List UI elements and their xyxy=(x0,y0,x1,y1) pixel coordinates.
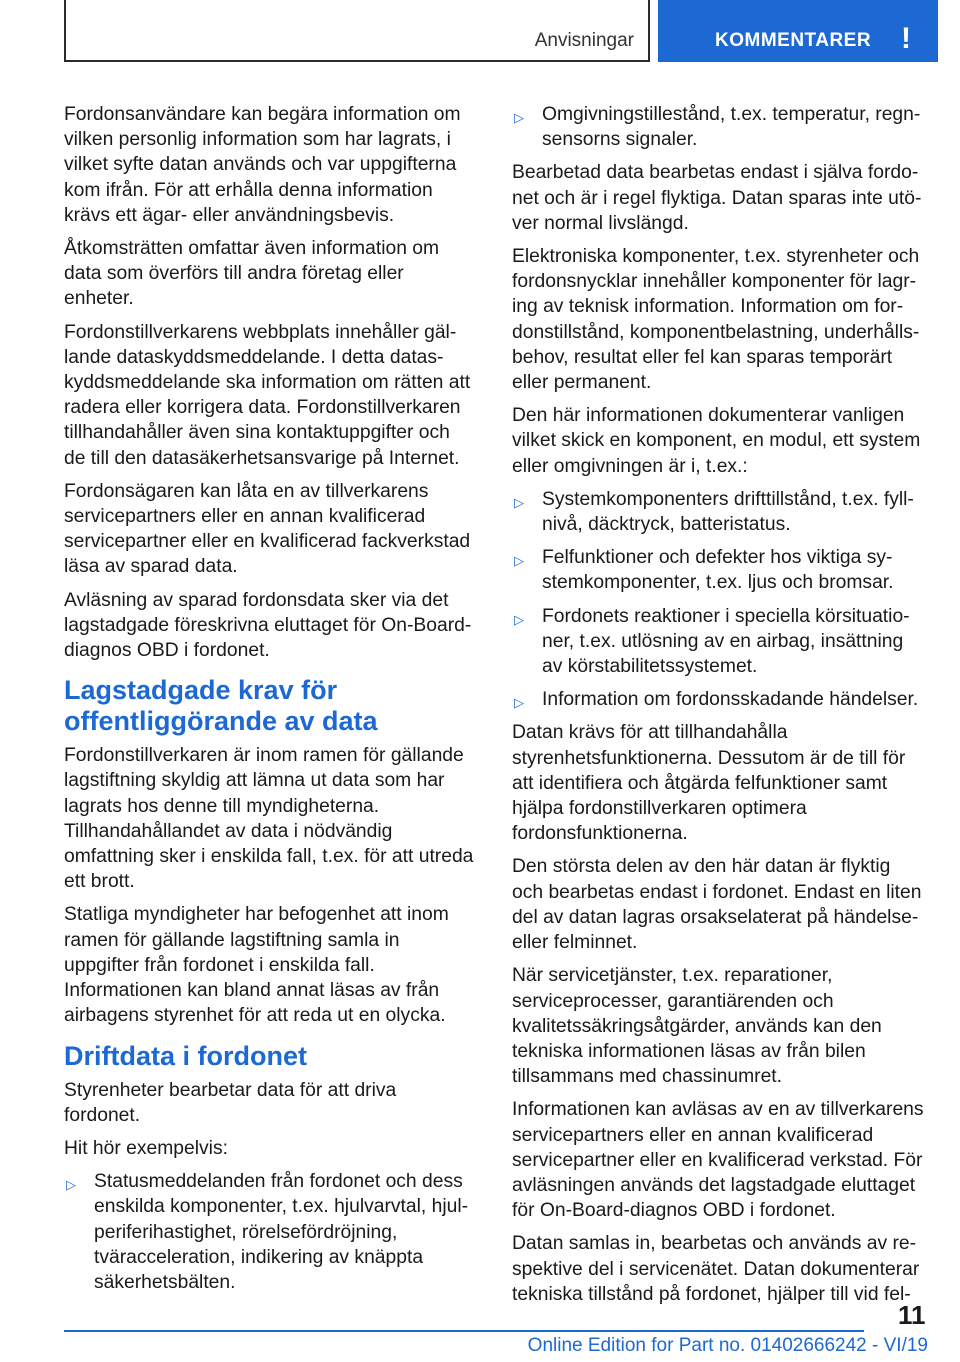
list-item xyxy=(512,687,924,712)
paragraph: Fordonstillverkaren är inom ramen för gällande lagstiftning skyldig att lämna ut data som har lagrats hos denne till myndigheterna. Tillhandahållandet av data i nödvändig omfattning sker i enskilda fall, t.ex. för att utreda ett brott. xyxy=(64,745,474,893)
paragraph: Åtkomsträtten omfattar även information om data som överförs till andra företag eller enheter. xyxy=(64,238,440,310)
paragraph: Fordonsägaren kan låta en av tillverkarens servicepartners eller en annan kvalificerad servicepartner eller en kvalificerad fackverkstad läsa av sparad data. xyxy=(64,480,471,578)
bullet-triangle-icon: ▷ xyxy=(514,553,524,569)
exclamation-icon: ! xyxy=(901,22,911,55)
list-item-text: Fordonets reaktioner i speciella körsituationer, t.ex. utlösning av en airbag, insättning av körstabilitetssystemet. xyxy=(542,605,910,678)
paragraph: Avläsning av sparad fordonsdata sker via det lagstadgade föreskrivna eluttaget för On-Board-diagnos OBD i fordonet. xyxy=(64,589,472,662)
paragraph: Den här informationen dokumenterar vanligen vilket skick en komponent, en modul, ett system eller omgivningen är i, t.ex.: xyxy=(512,405,921,477)
bullet-triangle-icon: ▷ xyxy=(66,1177,76,1193)
section-heading: Lagstadgade krav för offentliggörande av data xyxy=(64,675,378,737)
page-number: 11 xyxy=(898,1300,926,1330)
paragraph: Elektroniska komponenter, t.ex. styrenheter och fordonsnycklar innehåller komponenter för lagring av teknisk information. Information om fordonstillstånd, komponentbelastning, underhållsbehov, resultat eller fel kan sparas temporärt eller permanent. xyxy=(512,246,920,394)
edition-footer[interactable]: Online Edition for Part no. 01402666242 - VI/19 xyxy=(527,1335,928,1356)
section-tab-label: KOMMENTARER xyxy=(715,30,872,51)
paragraph: Bearbetad data bearbetas endast i själva fordonet och är i regel flyktiga. Datan sparas inte utöver normal livslängd. xyxy=(512,162,922,234)
list-item-text: Felfunktioner och defekter hos viktiga systemkomponenter, t.ex. ljus och bromsar. xyxy=(542,547,894,594)
paragraph: Den största delen av den här datan är flyktig och bearbetas endast i fordonet. Endast en liten del av datan lagras orsakselaterat på händelse- eller felminnet. xyxy=(512,856,922,954)
bullet-triangle-icon: ▷ xyxy=(514,110,524,125)
bullet-triangle-icon: ▷ xyxy=(514,494,524,510)
section-tab[interactable] xyxy=(658,0,938,62)
paragraph: Statliga myndigheter har befogenhet att inom ramen för gällande lagstiftning samla in uppgifter från fordonet i enskilda fall. Informationen kan bland annat läsas av från airbagens styrenhet för att reda ut en olycka. xyxy=(64,904,449,1027)
footer-divider xyxy=(64,1330,864,1332)
paragraph: Fordonstillverkarens webbplats innehåller gällande dataskyddsmeddelande. I detta dataskyddsmeddelande ska information om rätten att radera eller korrigera data. Fordonstillverkaren tillhandahåller även sina kontaktuppgifter och de till den datasäkerhetsansvarige på Internet. xyxy=(64,321,471,469)
header-frame xyxy=(64,0,650,62)
section-title: Anvisningar xyxy=(534,30,634,51)
right-column xyxy=(512,102,924,1315)
section-heading: Driftdata i fordonet xyxy=(64,1040,307,1071)
paragraph: Hit hör exempelvis: xyxy=(64,1137,228,1159)
paragraph: Datan krävs för att tillhandahålla styrenhetsfunktionerna. Dessutom är de till för att identifiera och åtgärda felfunktioner samt hjälpa fordonstillverkaren optimera fordonsfunktionerna. xyxy=(512,722,906,845)
paragraph: När servicetjänster, t.ex. reparationer, serviceprocesser, garantiärenden och kvalitetssäkringsåtgärder, används kan den tekniska informationen läsas av från bilen tillsammans med chassinumret. xyxy=(512,965,882,1088)
paragraph: Styrenheter bearbetar data för att driva fordonet. xyxy=(64,1079,397,1126)
list-item-text: Systemkomponenters drifttillstånd, t.ex. fyllnivå, däcktryck, batteristatus. xyxy=(542,488,914,536)
list-item xyxy=(512,102,924,152)
left-column xyxy=(64,102,476,1303)
list-item-text: Statusmeddelanden från fordonet och dess enskilda komponenter, t.ex. hjulvarvtal, hjulperiferihastighet, rörelsefördröjning, tväracceleration, indikering av knäppta säkerhetsbälten. xyxy=(94,1171,469,1293)
paragraph: Fordonsanvändare kan begära information om vilken personlig information som har lagrats, i vilket syfte datan används och var uppgifterna kom ifrån. För att erhålla denna information krävs ett ägar- eller användningsbevis. xyxy=(64,104,461,226)
list-item-text: Omgivningstillestånd, t.ex. temperatur, regnsensorns signaler. xyxy=(542,104,921,151)
bullet-triangle-icon: ▷ xyxy=(514,695,524,711)
list-item xyxy=(512,487,924,537)
list-item-text: Information om fordonsskadande händelser. xyxy=(542,689,919,711)
list-item xyxy=(512,604,924,680)
bullet-triangle-icon: ▷ xyxy=(514,611,524,627)
list-item xyxy=(512,545,924,595)
paragraph: Datan samlas in, bearbetas och används av respektive del i servicenätet. Datan dokumenterar tekniska tillstånd på fordonet, hjälper till vid fel- xyxy=(512,1233,920,1305)
paragraph: Informationen kan avläsas av en av tillverkarens servicepartners eller en annan kvalificerad servicepartner eller en kvalificerad verkstad. För avläsningen används det lagstadgade eluttaget för On-Board-diagnos OBD i fordonet. xyxy=(512,1099,924,1222)
list-item xyxy=(64,1169,476,1295)
